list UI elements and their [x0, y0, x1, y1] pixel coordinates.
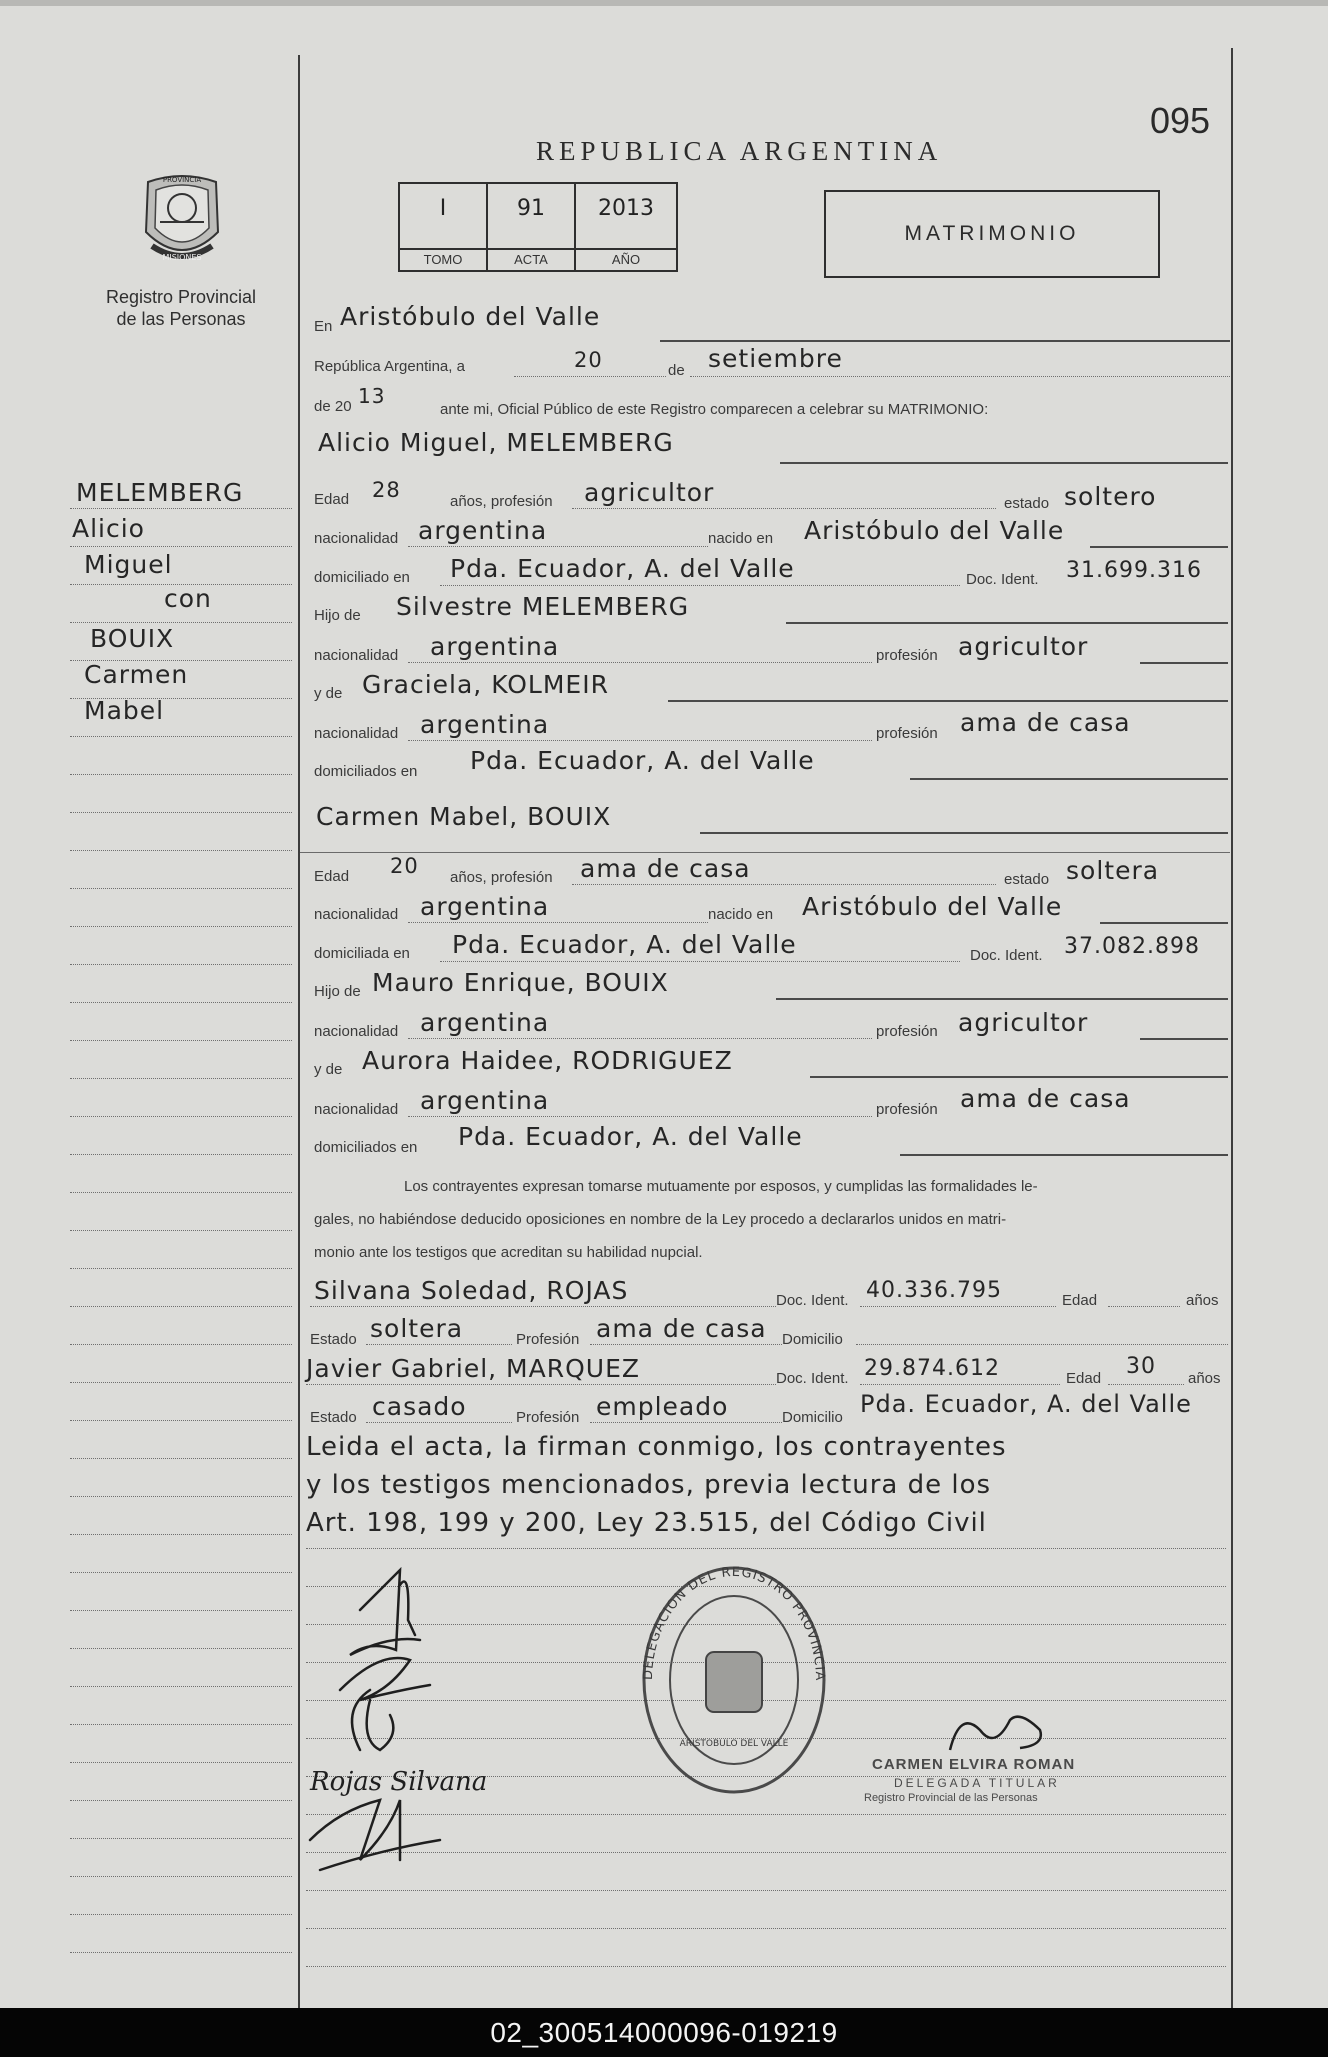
official-signature	[940, 1700, 1060, 1760]
declaration-line3: monio ante los testigos que acreditan su habilidad nupcial.	[314, 1244, 703, 1261]
ref-ano-label: AÑO	[576, 248, 676, 270]
w2-anos-label: años	[1188, 1370, 1221, 1387]
margin-ruled-line	[70, 1458, 292, 1459]
c2-dom-line	[440, 961, 960, 962]
c2-dom-label: domiciliada en	[314, 945, 410, 962]
margin-ruled-line	[70, 1952, 292, 1953]
c1-padres-dom-value: Pda. Ecuador, A. del Valle	[470, 746, 815, 775]
w1-doc-line	[860, 1306, 1056, 1307]
ref-ano	[576, 184, 676, 270]
w1-domicilio-label: Domicilio	[782, 1331, 843, 1348]
w2-edad-label: Edad	[1066, 1370, 1102, 1387]
margin-ruled-line	[70, 1914, 292, 1915]
c1-edad-label: Edad	[314, 491, 350, 508]
reference-table	[398, 182, 678, 272]
w1-profesion-label: Profesión	[516, 1331, 580, 1348]
contrayente-1-name: Alicio Miguel, MELEMBERG	[318, 428, 674, 457]
c2-padre-prof-line	[1140, 1038, 1228, 1040]
signature-group	[300, 1540, 560, 1890]
witness-1-name: Silvana Soledad, ROJAS	[314, 1276, 629, 1305]
margin-ruled-line	[70, 1306, 292, 1307]
c1-madre-nac-line	[408, 740, 872, 741]
w1-doc-label: Doc. Ident.	[776, 1292, 849, 1309]
c1-padre-line	[786, 622, 1228, 624]
w2-doc-value: 29.874.612	[864, 1356, 1000, 1381]
c2-madre-nac-value: argentina	[420, 1086, 550, 1115]
month-line	[690, 376, 1230, 377]
year-prefix: de 20	[314, 398, 352, 415]
c1-dom-line	[440, 585, 960, 586]
w2-edad-line	[1108, 1384, 1184, 1385]
margin-ruled-line	[70, 1382, 292, 1383]
c1-nacido-value: Aristóbulo del Valle	[804, 516, 1065, 545]
margin-ruled-line	[70, 1876, 292, 1877]
c2-padre-prof-label: profesión	[876, 1023, 938, 1040]
margin-note-line2: Alicio	[72, 514, 145, 543]
c2-nac-value: argentina	[420, 892, 550, 921]
c2-nacido-label: nacido en	[708, 906, 774, 923]
margin-ruled-line	[70, 1800, 292, 1801]
margin-ruled-line	[70, 926, 292, 927]
w2-name-line	[306, 1384, 776, 1385]
margin-note-line3: Miguel	[84, 550, 173, 579]
w2-estado-label: Estado	[310, 1409, 357, 1426]
margin-note-line6: Carmen	[84, 660, 189, 689]
margin-ruled-line	[70, 1724, 292, 1725]
c2-padres-dom-line	[900, 1154, 1228, 1156]
w1-name-line	[310, 1306, 776, 1307]
c2-padre-nac-value: argentina	[420, 1008, 550, 1037]
official-stamp	[634, 1560, 834, 1800]
stamp-ring-text: DELEGACION DEL REGISTRO PROVINCIA	[640, 1564, 828, 1682]
margin-ruled-line	[70, 1762, 292, 1763]
c2-doc-value: 37.082.898	[1064, 934, 1200, 959]
w2-profesion-line	[590, 1422, 782, 1423]
c1-padre-value: Silvestre MELEMBERG	[396, 592, 690, 621]
margin-ruled-line	[70, 1344, 292, 1345]
witness-signature-text: Rojas Silvana	[310, 1767, 488, 1797]
c1-madre-prof-value: ama de casa	[960, 708, 1131, 737]
stamp-center-text: ARISTOBULO DEL VALLE	[679, 1739, 789, 1749]
c1-name-line	[780, 462, 1228, 464]
body-ruled-line	[306, 1890, 1226, 1891]
day-value: 20	[574, 348, 603, 372]
c2-padres-dom-value: Pda. Ecuador, A. del Valle	[458, 1122, 803, 1151]
margin-ruled-line	[70, 1572, 292, 1573]
c2-nacido-line	[1100, 922, 1228, 924]
c1-padre-prof-label: profesión	[876, 647, 938, 664]
c2-madre-prof-label: profesión	[876, 1101, 938, 1118]
margin-ruled-line	[70, 1116, 292, 1117]
intro-statement: ante mi, Oficial Público de este Registro comparecen a celebrar su MATRIMONIO:	[440, 401, 989, 418]
page-number: 095	[1150, 100, 1211, 141]
w1-anos-label: años	[1186, 1292, 1219, 1309]
c2-padre-line	[776, 998, 1228, 1000]
c1-edad-value: 28	[372, 478, 401, 502]
witness-2-name: Javier Gabriel, MARQUEZ	[306, 1354, 640, 1383]
w1-edad-line	[1108, 1306, 1180, 1307]
closing-note-line1: Leida el acta, la firman conmigo, los contrayentes	[306, 1432, 1007, 1462]
margin-ruled-line	[70, 1192, 292, 1193]
c2-name-line	[700, 832, 1228, 834]
margin-note-line1: MELEMBERG	[76, 478, 244, 507]
c1-madre-nac-label: nacionalidad	[314, 725, 399, 742]
margin-ruled-line	[70, 584, 292, 585]
de-label: de	[668, 362, 685, 379]
c1-padre-nac-line	[408, 662, 872, 663]
c2-padre-nac-label: nacionalidad	[314, 1023, 399, 1040]
c2-padre-value: Mauro Enrique, BOUIX	[372, 968, 669, 997]
c1-madre-nac-value: argentina	[420, 710, 550, 739]
c2-padre-prof-value: agricultor	[958, 1008, 1089, 1037]
c1-domiciliados-label: domiciliados en	[314, 763, 418, 780]
c2-domiciliados-label: domiciliados en	[314, 1139, 418, 1156]
margin-ruled-line	[70, 850, 292, 851]
margin-ruled-line	[70, 1230, 292, 1231]
closing-note-line3: Art. 198, 199 y 200, Ley 23.515, del Código Civil	[306, 1508, 987, 1538]
c1-madre-value: Graciela, KOLMEIR	[362, 670, 609, 699]
w1-edad-label: Edad	[1062, 1292, 1098, 1309]
margin-ruled-line	[70, 1610, 292, 1611]
c2-nacido-value: Aristóbulo del Valle	[802, 892, 1063, 921]
declaration-line1: Los contrayentes expresan tomarse mutuamente por esposos, y cumplidas las formalidades le-	[404, 1178, 1038, 1195]
c1-madre-prof-label: profesión	[876, 725, 938, 742]
republica-label: República Argentina, a	[314, 358, 465, 375]
official-org: Registro Provincial de las Personas	[864, 1792, 1038, 1804]
margin-ruled-line	[70, 1078, 292, 1079]
c2-hijo-label: Hijo de	[314, 983, 361, 1000]
official-name: CARMEN ELVIRA ROMAN	[872, 1756, 1076, 1773]
c2-madre-value: Aurora Haidee, RODRIGUEZ	[362, 1046, 733, 1075]
registry-name-line2: de las Personas	[116, 309, 246, 329]
registry-name	[70, 286, 292, 330]
place-line	[660, 340, 1230, 342]
right-margin-line	[1231, 48, 1233, 2008]
c2-madre-nac-line	[408, 1116, 872, 1117]
margin-ruled-line	[70, 1040, 292, 1041]
c1-nac-value: argentina	[418, 516, 548, 545]
margin-ruled-line	[70, 1838, 292, 1839]
registry-name-line1: Registro Provincial	[105, 287, 257, 307]
margin-ruled-line	[70, 964, 292, 965]
w1-estado-label: Estado	[310, 1331, 357, 1348]
margin-ruled-line	[70, 698, 292, 699]
margin-ruled-line	[70, 736, 292, 737]
c2-estado-label: estado	[1004, 871, 1050, 888]
c2-edad-label: Edad	[314, 868, 350, 885]
c1-padre-nac-label: nacionalidad	[314, 647, 399, 664]
ref-tomo-label: TOMO	[400, 248, 486, 270]
w2-doc-line	[860, 1384, 1060, 1385]
closing-note-line2: y los testigos mencionados, previa lectura de los	[306, 1470, 992, 1500]
ref-tomo	[400, 184, 488, 270]
ref-acta-value: 91	[517, 196, 545, 221]
margin-ruled-line	[70, 812, 292, 813]
c1-yde-label: y de	[314, 685, 343, 702]
c2-dom-value: Pda. Ecuador, A. del Valle	[452, 930, 797, 959]
w2-domicilio-value: Pda. Ecuador, A. del Valle	[860, 1390, 1192, 1418]
body-ruled-line	[306, 1928, 1226, 1929]
w1-estado-line	[366, 1344, 512, 1345]
c2-anos-label: años, profesión	[450, 869, 553, 886]
barcode-footer: 02_300514000096-019219	[0, 2008, 1328, 2057]
year-suffix: 13	[358, 384, 386, 408]
c1-nacido-label: nacido en	[708, 530, 774, 547]
margin-ruled-line	[70, 660, 292, 661]
w2-edad-value: 30	[1126, 1354, 1156, 1379]
margin-ruled-line	[70, 888, 292, 889]
c1-padres-dom-line	[910, 778, 1228, 780]
c1-padre-nac-value: argentina	[430, 632, 560, 661]
margin-ruled-line	[70, 622, 292, 623]
c1-estado-value: soltero	[1064, 482, 1157, 511]
ref-tomo-value: I	[439, 196, 447, 221]
month-value: setiembre	[708, 344, 843, 373]
margin-ruled-line	[70, 1496, 292, 1497]
c2-madre-prof-value: ama de casa	[960, 1084, 1131, 1113]
c1-dom-value: Pda. Ecuador, A. del Valle	[450, 554, 795, 583]
margin-note-line4: con	[164, 584, 212, 613]
body-ruled-line	[306, 1966, 1226, 1967]
c1-madre-line	[668, 700, 1228, 702]
c2-profesion-line	[572, 884, 996, 885]
declaration-paragraph	[314, 1170, 1224, 1269]
c2-edad-value: 20	[390, 854, 419, 878]
c1-anos-label: años, profesión	[450, 493, 553, 510]
c2-nac-line	[408, 922, 708, 923]
margin-note-line7: Mabel	[84, 696, 165, 725]
w2-profesion-value: empleado	[596, 1392, 729, 1421]
c1-estado-label: estado	[1004, 495, 1050, 512]
seal-top-text: PROVINCIA	[162, 176, 202, 184]
ref-acta	[488, 184, 576, 270]
c2-nac-label: nacionalidad	[314, 906, 399, 923]
declaration-line2: gales, no habiéndose deducido oposiciones en nombre de la Ley procedo a declararlos unidos en matri-	[314, 1211, 1007, 1228]
top-edge-shadow	[0, 0, 1328, 6]
margin-ruled-line	[70, 508, 292, 509]
day-line	[514, 376, 666, 377]
margin-note-line5: BOUIX	[90, 624, 175, 653]
c1-doc-label: Doc. Ident.	[966, 571, 1039, 588]
c1-padre-prof-line	[1140, 662, 1228, 664]
w1-doc-value: 40.336.795	[866, 1278, 1002, 1303]
c2-padre-nac-line	[408, 1038, 872, 1039]
official-title: DELEGADA TITULAR	[894, 1776, 1060, 1790]
c1-padre-prof-value: agricultor	[958, 632, 1089, 661]
margin-ruled-line	[70, 774, 292, 775]
ref-ano-value: 2013	[598, 196, 654, 221]
w2-estado-value: casado	[372, 1392, 467, 1421]
c2-yde-label: y de	[314, 1061, 343, 1078]
c1-nac-line	[408, 546, 708, 547]
c2-separator	[300, 852, 1230, 853]
w2-estado-line	[366, 1422, 512, 1423]
ref-acta-label: ACTA	[488, 248, 574, 270]
w2-domicilio-label: Domicilio	[782, 1409, 843, 1426]
c1-doc-value: 31.699.316	[1066, 558, 1202, 583]
c1-dom-label: domiciliado en	[314, 569, 410, 586]
margin-ruled-line	[70, 1686, 292, 1687]
c2-estado-value: soltera	[1066, 856, 1160, 885]
w1-domicilio-line	[856, 1344, 1228, 1345]
seal-bottom-text: MISIONES	[162, 253, 202, 262]
en-label: En	[314, 318, 333, 335]
c2-profesion-value: ama de casa	[580, 854, 751, 883]
country-title: REPUBLICA ARGENTINA	[536, 136, 943, 166]
c1-profesion-line	[572, 508, 996, 509]
margin-ruled-line	[70, 1420, 292, 1421]
c2-madre-nac-label: nacionalidad	[314, 1101, 399, 1118]
c2-madre-line	[810, 1076, 1228, 1078]
w2-doc-label: Doc. Ident.	[776, 1370, 849, 1387]
margin-ruled-line	[70, 1154, 292, 1155]
contrayente-2-name: Carmen Mabel, BOUIX	[316, 802, 612, 831]
w2-profesion-label: Profesión	[516, 1409, 580, 1426]
margin-ruled-line	[70, 1534, 292, 1535]
place-value: Aristóbulo del Valle	[340, 302, 601, 331]
c2-doc-label: Doc. Ident.	[970, 947, 1043, 964]
record-type-box: MATRIMONIO	[824, 190, 1160, 278]
c1-nac-label: nacionalidad	[314, 530, 399, 547]
w1-profesion-value: ama de casa	[596, 1314, 767, 1343]
margin-ruled-line	[70, 1268, 292, 1269]
c1-nacido-line	[1090, 546, 1228, 548]
coat-of-arms-icon	[138, 170, 226, 270]
margin-ruled-line	[70, 1648, 292, 1649]
w1-profesion-line	[590, 1344, 782, 1345]
c1-hijo-label: Hijo de	[314, 607, 361, 624]
c1-profesion-value: agricultor	[584, 478, 715, 507]
margin-ruled-line	[70, 546, 292, 547]
w1-estado-value: soltera	[370, 1314, 464, 1343]
margin-ruled-line	[70, 1002, 292, 1003]
